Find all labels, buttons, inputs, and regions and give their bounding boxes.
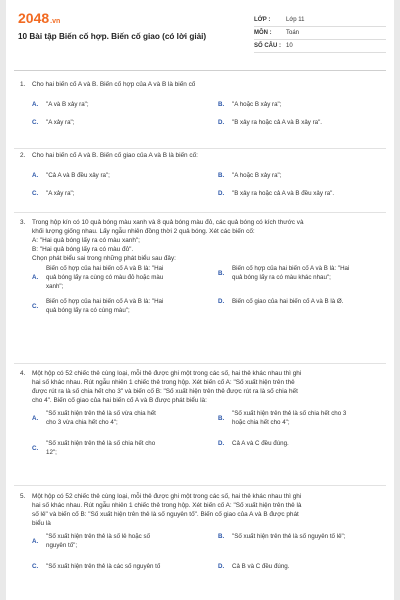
option-text (46, 171, 110, 180)
option-letter: B. (218, 101, 225, 108)
option-text-line: "Số xuất hiện trên thẻ là số chia hết cho 3 (232, 410, 347, 417)
option-text-line: Cả B và C đều đúng. (232, 563, 290, 570)
option-text (46, 562, 160, 571)
question-number: 4. (20, 370, 26, 377)
question-3 (20, 218, 382, 324)
question-divider (14, 363, 386, 364)
meta-key: MÔN : (254, 30, 272, 36)
option-text (46, 297, 163, 315)
option-text-line: "B xảy ra hoặc cả A và B đều xảy ra". (232, 190, 335, 197)
page-header (6, 0, 394, 64)
option-text-line: quả bóng lấy ra có màu khác nhau"; (232, 274, 331, 281)
option-letter: D. (218, 298, 225, 305)
question-text (32, 151, 382, 160)
question-text-line: hai số khác nhau. Rút ngẫu nhiên 1 chiếc thẻ trong hộp. Xét biến cố A: "Số xuất hiện trên thẻ (32, 379, 295, 386)
question-text (32, 492, 382, 528)
question-text (32, 218, 382, 263)
option-text-line: "A và B xảy ra"; (46, 101, 89, 108)
option-text-line: "A hoặc B xảy ra"; (232, 101, 282, 108)
option-letter: A. (32, 101, 39, 108)
option-text-line: "A xảy ra"; (46, 190, 75, 197)
question-text-line: Trong hộp kín có 10 quả bóng màu xanh và 8 quả bóng màu đỏ, các quả bóng có kích thước và (32, 219, 304, 226)
option-text (232, 562, 289, 571)
option-text (232, 189, 334, 198)
option-text-line: "Số xuất hiện trên thẻ là các số nguyên tố (46, 563, 161, 570)
option-letter: C. (32, 444, 39, 452)
question-text-line: A: "Hai quả bóng lấy ra có màu xanh"; (32, 237, 140, 244)
question-number: 2. (20, 152, 26, 159)
option-text (232, 409, 346, 427)
option-text-line: "Cả A và B đều xảy ra"; (46, 172, 110, 179)
meta-value: Lớp 11 (286, 17, 305, 23)
option-letter: B. (218, 414, 225, 422)
answer-options (32, 264, 382, 324)
question-5 (20, 492, 382, 592)
option-text-line: "B xảy ra hoặc cả A và B xảy ra". (232, 119, 323, 126)
header-divider (14, 70, 386, 71)
logo-domain: .vn (50, 18, 61, 25)
site-logo[interactable] (18, 10, 60, 26)
option-text (232, 264, 349, 282)
page-title: 10 Bài tập Biến cố hợp. Biến cố giao (có lời giải) (18, 32, 207, 41)
option-letter: B. (218, 533, 225, 540)
logo-text: 2048 (18, 10, 50, 26)
option-text-line: Biến cố hợp của hai biến cố A và B là: "Hai (46, 298, 164, 305)
option-text (46, 439, 155, 457)
option-letter: A. (32, 414, 39, 422)
option-text (232, 532, 345, 541)
option-letter: C. (32, 302, 39, 310)
question-text-line: số lẻ" và biến cố B: "Số xuất hiện trên thẻ là số nguyên tố". Biến cố giao của A và B được phát (32, 511, 299, 518)
option-letter: D. (218, 563, 225, 570)
option-text (46, 189, 74, 198)
meta-value: Toán (286, 30, 300, 36)
meta-row-class (254, 14, 386, 27)
option-text-line: Biến cố giao của hai biến cố A và B là Ø. (232, 298, 344, 305)
document-page (6, 0, 394, 600)
option-letter: A. (32, 172, 39, 179)
option-text (46, 409, 156, 427)
option-text (232, 100, 281, 109)
meta-key: SỐ CÂU : (254, 43, 281, 49)
option-text (46, 118, 74, 127)
question-text (32, 369, 382, 405)
option-letter: D. (218, 119, 225, 126)
option-letter: A. (32, 537, 39, 545)
option-letter: C. (32, 119, 39, 126)
option-text-line: xanh"; (46, 283, 64, 290)
option-text-line: "Số xuất hiện trên thẻ là số nguyên tố lẻ"; (232, 533, 346, 540)
question-text (32, 80, 382, 89)
option-text (46, 264, 163, 291)
meta-value: 10 (286, 43, 293, 49)
meta-key: LỚP : (254, 17, 271, 23)
option-text (232, 171, 281, 180)
option-text (46, 100, 89, 109)
option-letter: B. (218, 172, 225, 179)
option-letter: C. (32, 563, 39, 570)
question-text-line: được rút ra là số chia hết cho 3" và biến cố B: "Số xuất hiện trên thẻ được rút ra là số chia hết (32, 388, 298, 395)
question-4 (20, 369, 382, 469)
question-text-line: hai số khác nhau. Rút ngẫu nhiên 1 chiếc thẻ trong hộp. Xét biến cố A: "Số xuất hiện trên thẻ là (32, 502, 302, 509)
option-text (232, 297, 343, 306)
option-letter: A. (32, 274, 39, 281)
question-text-line: Cho hai biến cố A và B. Biến cố giao của A và B là biến cố: (32, 152, 198, 159)
question-text-line: B: "Hai quả bóng lấy ra có màu đỏ". (32, 246, 134, 253)
question-text-line: Cho hai biến cố A và B. Biến cố hợp của A và B là biến cố (32, 81, 196, 88)
option-text (232, 439, 289, 448)
option-text-line: 12"; (46, 449, 57, 456)
question-divider (14, 485, 386, 486)
option-text-line: "Số xuất hiện trên thẻ là số chia hết cho (46, 440, 156, 447)
option-text-line: "A hoặc B xảy ra"; (232, 172, 282, 179)
option-text-line: "Số xuất hiện trên thẻ là số vừa chia hết (46, 410, 156, 417)
option-text-line: nguyên tố"; (46, 542, 78, 549)
answer-options (32, 532, 382, 592)
question-divider (14, 148, 386, 149)
meta-table (254, 14, 386, 53)
option-text (232, 118, 322, 127)
question-text-line: cho 4". Biến cố giao của hai biến cố A và B được phát biểu là: (32, 397, 207, 404)
question-text-line: Một hộp có 52 chiếc thẻ cùng loại, mỗi thẻ được ghi một trong các số, hai thẻ khác nhau thì ghi (32, 370, 302, 377)
option-letter: D. (218, 440, 225, 447)
option-letter: D. (218, 190, 225, 197)
option-text-line: Biến cố hợp của hai biến cố A và B là: "Hai (232, 265, 350, 272)
question-text-line: Chọn phát biểu sai trong những phát biểu sau đây: (32, 255, 176, 262)
answer-options (32, 409, 382, 469)
option-text-line: Cả A và C đều đúng. (232, 440, 289, 447)
option-text-line: quả bóng lấy ra cùng có màu đỏ hoặc màu (46, 274, 164, 281)
question-text-line: Một hộp có 52 chiếc thẻ cùng loại, mỗi thẻ được ghi một trong các số, hai thẻ khác nhau thì ghi (32, 493, 302, 500)
option-text-line: hoặc chia hết cho 4"; (232, 419, 290, 426)
option-text-line: cho 3 vừa chia hết cho 4"; (46, 419, 118, 426)
meta-row-subject (254, 27, 386, 40)
option-letter: C. (32, 190, 39, 197)
option-text-line: "Số xuất hiện trên thẻ là số lẻ hoặc số (46, 533, 151, 540)
question-number: 1. (20, 81, 26, 88)
question-number: 5. (20, 493, 26, 500)
option-text (46, 532, 150, 550)
option-text-line: "A xảy ra"; (46, 119, 75, 126)
option-text-line: quả bóng lấy ra có cùng màu"; (46, 307, 130, 314)
option-text-line: Biến cố hợp của hai biến cố A và B là: "Hai (46, 265, 164, 272)
meta-row-count (254, 40, 386, 53)
question-number: 3. (20, 219, 26, 226)
option-letter: B. (218, 269, 225, 277)
question-text-line: khối lượng giống nhau. Lấy ngẫu nhiên đồng thời 2 quả bóng. Xét các biến cố: (32, 228, 255, 235)
question-text-line: biểu là (32, 520, 51, 527)
question-divider (14, 212, 386, 213)
